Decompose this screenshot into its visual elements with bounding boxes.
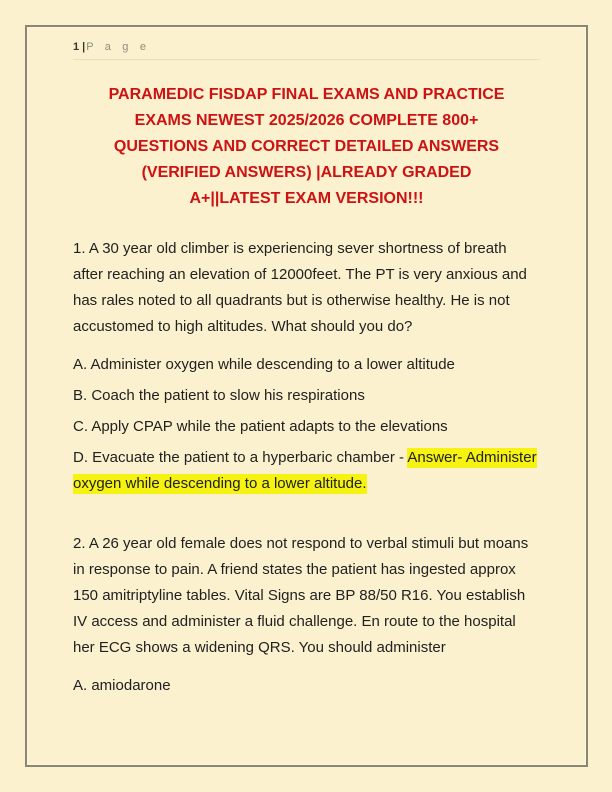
page-header-label: P a g e: [86, 41, 151, 53]
document-title: [73, 82, 540, 212]
question-1-option-c: C. Apply CPAP while the patient adapts to the elevations: [73, 418, 448, 435]
question-1: [73, 236, 540, 497]
highlighted-answer: Answer- Administer oxygen while descending to a lower altitude.: [73, 449, 537, 492]
question-2-option-a: A. amiodarone: [73, 677, 171, 694]
question-1-stem: 1. A 30 year old climber is experiencing sever shortness of breath after reaching an elevation of 12000feet. The PT is very anxious and has rales noted to all quadrants but is otherwise healthy. He is not accustomed to high altitudes. What should you do?: [73, 240, 527, 335]
document-title-line-3: QUESTIONS AND CORRECT DETAILED ANSWERS: [113, 138, 500, 155]
question-1-option-d-text: D. Evacuate the patient to a hyperbaric chamber -: [73, 449, 408, 466]
document-title-line-1: PARAMEDIC FISDAP FINAL EXAMS AND PRACTICE: [108, 86, 505, 103]
document-page: [25, 25, 588, 767]
question-2: [73, 531, 540, 699]
page-header-separator: |: [82, 41, 86, 53]
page-header: [73, 40, 540, 60]
document-title-line-5: A+||LATEST EXAM VERSION!!!: [189, 190, 424, 207]
document-title-line-2: EXAMS NEWEST 2025/2026 COMPLETE 800+: [134, 112, 479, 129]
page-number: 1: [73, 41, 81, 53]
question-1-option-a: A. Administer oxygen while descending to a lower altitude: [73, 356, 455, 373]
document-title-line-4: (VERIFIED ANSWERS) |ALREADY GRADED: [141, 164, 472, 181]
question-1-option-b: B. Coach the patient to slow his respirations: [73, 387, 365, 404]
question-2-stem: 2. A 26 year old female does not respond to verbal stimuli but moans in response to pain. A friend states the patient has ingested approx 150 amitriptyline tables. Vital Signs are BP 88/50 R16. You establish IV access and administer a fluid challenge. En route to the hospital her ECG shows a widening QRS. You should administer: [73, 535, 529, 656]
question-1-option-d: [73, 445, 540, 497]
